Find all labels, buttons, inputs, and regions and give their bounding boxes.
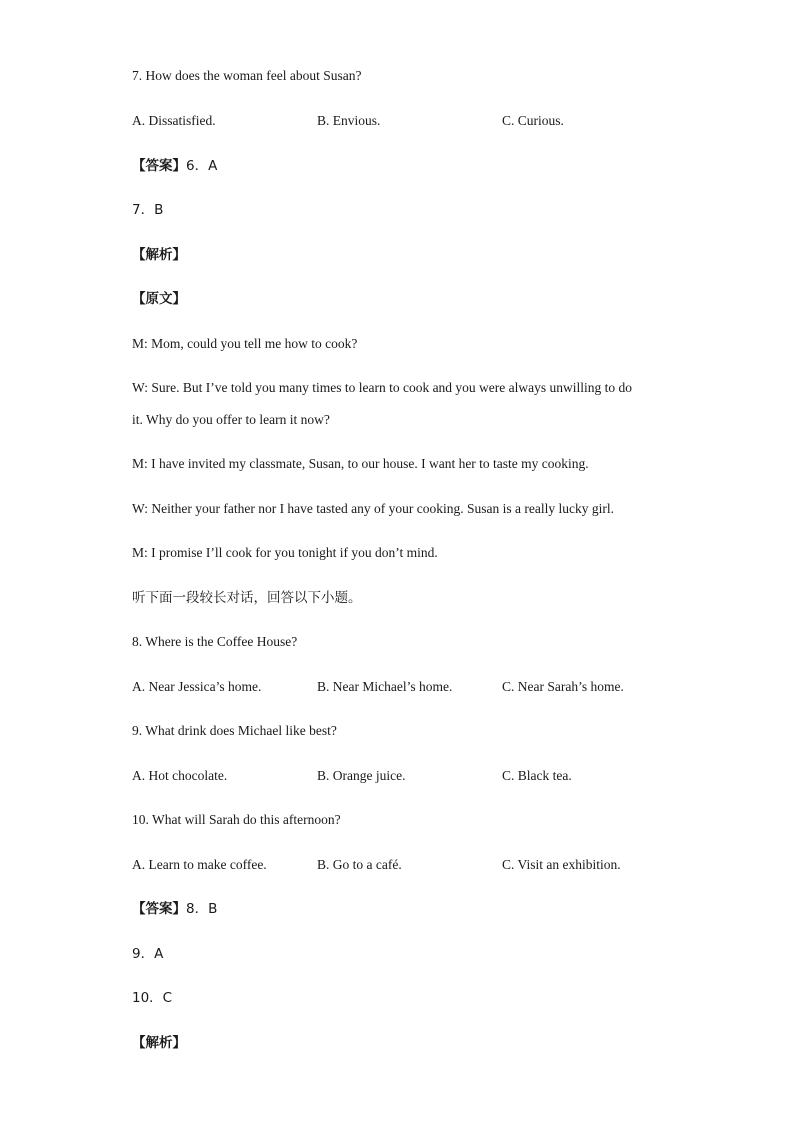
- transcript-line: W: Sure. But I’ve told you many times to learn to cook and you were always unwilling to do: [132, 380, 633, 395]
- transcript-line: M: I have invited my classmate, Susan, to our house. I want her to taste my cooking.: [132, 456, 589, 471]
- question-8-options: [132, 678, 692, 696]
- transcript-line: M: Mom, could you tell me how to cook?: [132, 336, 358, 351]
- answer-8: 8．B: [186, 901, 218, 917]
- question-9: 9. What drink does Michael like best?: [132, 723, 337, 738]
- option-b: B. Orange juice.: [317, 768, 406, 783]
- option-a: A. Dissatisfied.: [132, 113, 216, 128]
- question-10-options: [132, 856, 692, 874]
- answer-line-8: [132, 900, 217, 918]
- answer-10: 10．C: [132, 990, 173, 1006]
- option-b: B. Near Michael’s home.: [317, 679, 453, 694]
- question-8: 8. Where is the Coffee House?: [132, 634, 298, 649]
- option-c: C. Black tea.: [502, 768, 572, 783]
- answer-tag: 【答案】: [132, 158, 186, 174]
- option-b: B. Envious.: [317, 113, 381, 128]
- question-7: 7. How does the woman feel about Susan?: [132, 68, 362, 83]
- option-c: C. Visit an exhibition.: [502, 857, 621, 872]
- answer-tag: 【答案】: [132, 901, 186, 917]
- answer-6: 6．A: [186, 158, 218, 174]
- analysis-tag: 【解析】: [132, 247, 186, 263]
- option-c: C. Curious.: [502, 113, 564, 128]
- option-b: B. Go to a café.: [317, 857, 402, 872]
- option-c: C. Near Sarah’s home.: [502, 679, 624, 694]
- question-7-options: [132, 112, 692, 130]
- option-a: A. Learn to make coffee.: [132, 857, 267, 872]
- original-text-tag: 【原文】: [132, 291, 186, 307]
- transcript-line: M: I promise I’ll cook for you tonight if you don’t mind.: [132, 545, 438, 560]
- question-9-options: [132, 767, 692, 785]
- answer-line-6: [132, 157, 217, 175]
- transcript-line: W: Neither your father nor I have tasted any of your cooking. Susan is a really lucky girl.: [132, 501, 614, 516]
- answer-9: 9．A: [132, 946, 164, 962]
- transcript-line: it. Why do you offer to learn it now?: [132, 412, 330, 427]
- analysis-tag: 【解析】: [132, 1035, 186, 1051]
- listening-instruction: 听下面一段较长对话，回答以下小题。: [132, 590, 362, 606]
- question-10: 10. What will Sarah do this afternoon?: [132, 812, 341, 827]
- answer-7: 7．B: [132, 202, 164, 218]
- option-a: A. Near Jessica’s home.: [132, 679, 262, 694]
- option-a: A. Hot chocolate.: [132, 768, 228, 783]
